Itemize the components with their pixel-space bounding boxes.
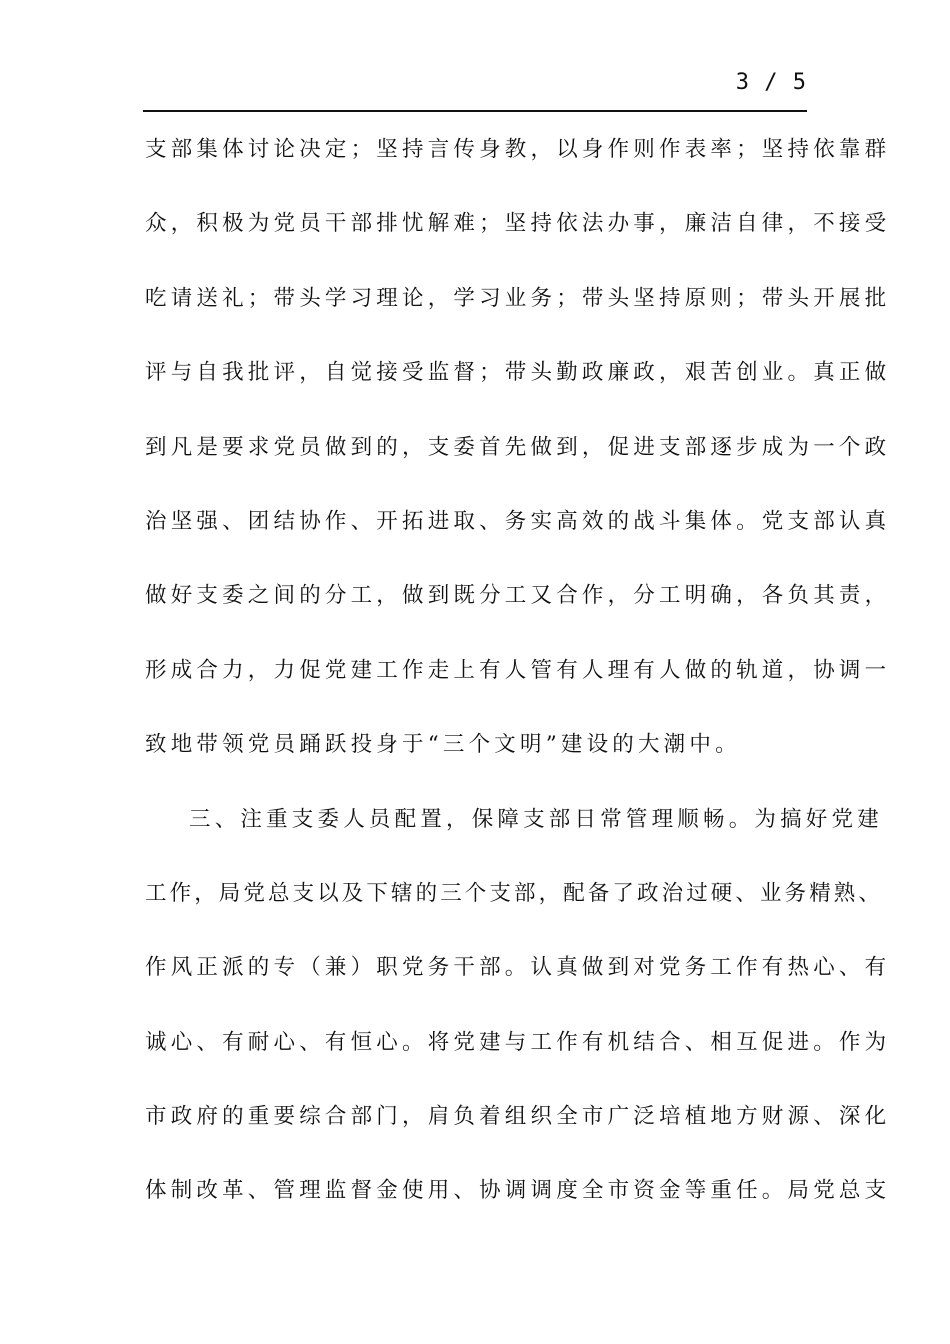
text-line: 诚心、有耐心、有恒心。将党建与工作有机结合、相互促进。作为 [145, 1029, 891, 1055]
text-line: 评与自我批评，自觉接受监督；带头勤政廉政，艰苦创业。真正做 [145, 360, 891, 386]
text-line: 致地带领党员踊跃投身于“三个文明”建设的大潮中。 [145, 732, 741, 758]
text-line: 治坚强、团结协作、开拓进取、务实高效的战斗集体。党支部认真 [145, 508, 891, 534]
text-line: 形成合力，力促党建工作走上有人管有人理有人做的轨道，协调一 [145, 657, 891, 683]
text-line: 众，积极为党员干部排忧解难；坚持依法办事，廉洁自律，不接受 [145, 211, 891, 237]
page-number: 3 / 5 [735, 70, 807, 95]
text-line: 吃请送礼；带头学习理论，学习业务；带头坚持原则；带头开展批 [145, 285, 891, 311]
text-line: 到凡是要求党员做到的，支委首先做到，促进支部逐步成为一个政 [145, 434, 891, 460]
text-line: 做好支委之间的分工，做到既分工又合作，分工明确，各负其责， [145, 583, 891, 609]
text-line: 体制改革、管理监督金使用、协调调度全市资金等重任。局党总支 [145, 1178, 891, 1204]
document-body [145, 128, 891, 1244]
header-rule [143, 110, 807, 112]
text-line: 市政府的重要综合部门，肩负着组织全市广泛培植地方财源、深化 [145, 1104, 891, 1130]
text-line: 作风正派的专（兼）职党务干部。认真做到对党务工作有热心、有 [145, 955, 891, 981]
text-line: 支部集体讨论决定；坚持言传身教，以身作则作表率；坚持依靠群 [145, 137, 891, 162]
paragraph-start-line: 三、注重支委人员配置，保障支部日常管理顺畅。为搞好党建 [189, 806, 883, 832]
text-line: 工作，局党总支以及下辖的三个支部，配备了政治过硬、业务精熟、 [145, 880, 884, 906]
